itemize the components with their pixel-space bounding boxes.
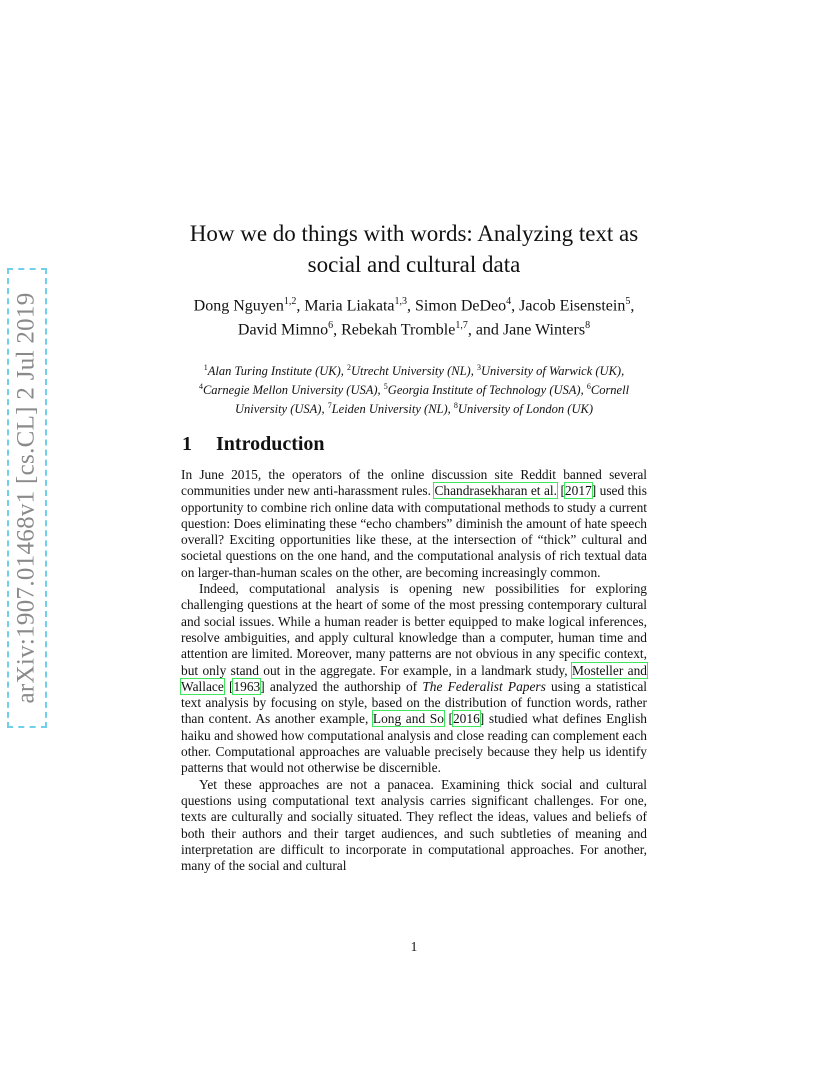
paragraph-text: Yet these approaches are not a panacea. Examining thick social and cultural questions using computational text analysis carries significant challenges. For one, texts are culturally and socially situated. They reflect the ideas, values and beliefs of both their authors and their target audiences, and such subtleties of meaning and interpretation are difficult to incorporate in computational approaches. For another, many of the social and cultural: [181, 776, 647, 874]
affiliation-name: Carnegie Mellon University (USA): [202, 383, 378, 398]
author-separator: , and: [467, 321, 503, 339]
affiliation-name: Alan Turing Institute (UK): [207, 364, 341, 379]
affiliation-marker: 4: [198, 382, 203, 392]
affiliation-marker: 1: [203, 363, 208, 372]
paragraph-2: Indeed, computational analysis is opening new possibilities for exploring challenging questions at the heart of some of the most pressing contemporary cultural and social issues. While a human reader is better equipped to make logical inferences, resolve ambiguities, and apply cultural knowledge than a computer, human time and attention are limited. Moreover, many patterns are not obvious in any specific context, but only stand out in the aggregate. For example, in a landmark study, Mosteller and Wallace [1963] analyzed the authorship of The Federalist Papers using a statistical text analysis by focusing on style, based on the distribution of function words, rather than content. As another example, Long and So [2016] studied what defines English haiku and showed how computational analysis and close reading can complement each other. Computational approaches are valuable precisely because they help us identify patterns that would not otherwise be discernible.: [181, 581, 648, 776]
paragraph-text: using a statistical text analysis by focusing on style, based on the distribution of function words, rather than content. As another example,: [181, 678, 647, 727]
arxiv-stamp[interactable]: [7, 268, 47, 728]
paragraph-text: used this opportunity to combine rich online data with computational methods to study a current question: Does eliminating these “echo chambers” diminish the amount of hate speech overall? Exciting opportunities like these, at the intersection of “thick” cultural and societal questions on the one hand, and the computational analysis of rich textual data on larger-than-human scales on the other, are becoming increasingly common.: [181, 483, 647, 580]
author-affiliation-marker: 6: [328, 320, 334, 332]
affiliation-list: [180, 360, 648, 417]
author-name: Maria Liakata: [304, 297, 395, 315]
author-name: Jane Winters: [502, 321, 586, 339]
author-name: Dong Nguyen: [193, 297, 284, 315]
paper-title: [150, 218, 678, 280]
citation-year-link[interactable]: 1963: [233, 678, 261, 694]
affiliation-marker: 6: [586, 382, 591, 392]
author-separator: ,: [407, 297, 416, 315]
author-separator: ,: [296, 297, 305, 315]
paragraph-3: [181, 777, 647, 875]
arxiv-identifier: arXiv:1907.01468v1 [cs.CL] 2 Jul 2019: [13, 292, 41, 704]
affiliation-separator: ,: [470, 364, 477, 379]
affiliation-separator: ,: [447, 402, 454, 417]
author-separator: ,: [630, 297, 635, 315]
page-number: 1: [410, 939, 418, 954]
affiliation-separator: ,: [621, 364, 625, 379]
affiliation-separator: ,: [377, 383, 384, 398]
section-heading: [182, 433, 642, 456]
paragraph-text: Indeed, computational analysis is opening new possibilities for exploring challenging questions at the heart of some of the most pressing contemporary cultural and social issues. While a human reader is better equipped to make logical inferences, resolve ambiguities, and apply cultural knowledge than a computer, human time and attention are limited. Moreover, many patterns are not obvious in any specific context, but only stand out in the aggregate. For example, in a landmark study,: [181, 581, 647, 678]
affiliation-marker: 5: [383, 382, 388, 392]
paragraph-text: In June 2015, the operators of the online discussion site Reddit banned several communities under new anti-harassment rules.: [181, 467, 647, 499]
author-name: Simon DeDeo: [415, 297, 507, 315]
author-affiliation-marker: 1,2: [283, 296, 297, 307]
affiliation-name: Cornell University (USA): [235, 383, 630, 417]
affiliation-name: University of Warwick (UK): [480, 364, 622, 379]
title-line-1: How we do things with words: Analyzing text as: [189, 221, 639, 246]
body-text: [181, 467, 647, 874]
section-title: Introduction: [216, 433, 325, 455]
citation-year-link[interactable]: 2016: [452, 711, 480, 727]
author-affiliation-marker: 4: [506, 296, 512, 307]
author-separator: ,: [511, 297, 520, 315]
section-number: 1: [182, 433, 192, 455]
author-affiliation-marker: 1,7: [455, 320, 468, 332]
affiliation-separator: ,: [340, 364, 348, 379]
book-title: The Federalist Papers: [422, 678, 546, 694]
author-name: Jacob Eisenstein: [519, 297, 626, 315]
author-name: Rebekah Tromble: [341, 321, 456, 339]
author-affiliation-marker: 8: [585, 320, 591, 332]
title-line-2: social and cultural data: [307, 252, 521, 277]
affiliation-marker: 7: [327, 401, 332, 411]
author-affiliation-marker: 5: [625, 296, 631, 307]
citation-link[interactable]: Chandrasekharan et al.: [434, 483, 557, 499]
citation-year-link[interactable]: 2017: [564, 483, 592, 499]
affiliation-name: Leiden University (NL): [331, 402, 448, 417]
affiliation-marker: 2: [347, 363, 352, 372]
affiliation-name: Utrecht University (NL): [351, 364, 471, 379]
citation-link[interactable]: Mosteller and Wallace: [181, 662, 647, 694]
affiliation-marker: 3: [476, 363, 481, 372]
paragraph-1: In June 2015, the operators of the online discussion site Reddit banned several communities under new anti-harassment rules. Chandrasekharan et al. [2017] used this opportunity to combine rich online data with computational methods to study a current question: Does eliminating these “echo chambers” diminish the amount of hate speech overall? Exciting opportunities like these, at the intersection of “thick” cultural and societal questions on the one hand, and the computational analysis of rich textual data on larger-than-human scales on the other, are becoming increasingly common.: [181, 467, 647, 580]
affiliation-name: University of London (UK): [457, 402, 593, 417]
affiliation-separator: ,: [580, 383, 587, 398]
author-list: [180, 292, 648, 341]
affiliation-marker: 8: [453, 401, 458, 411]
paragraph-text: studied what defines English haiku and showed how computational analysis and close reading can complement each other. Computational approaches are valuable precisely because they help us identify patterns that would not otherwise be discernible.: [181, 711, 648, 776]
author-separator: ,: [333, 321, 342, 339]
author-name: David Mimno: [237, 321, 329, 339]
author-affiliation-marker: 1,3: [394, 296, 408, 307]
affiliation-name: Georgia Institute of Technology (USA): [387, 383, 581, 398]
citation-link[interactable]: Long and So: [372, 711, 444, 727]
affiliation-separator: ,: [321, 402, 328, 417]
paragraph-text: analyzed the authorship of: [264, 678, 423, 694]
